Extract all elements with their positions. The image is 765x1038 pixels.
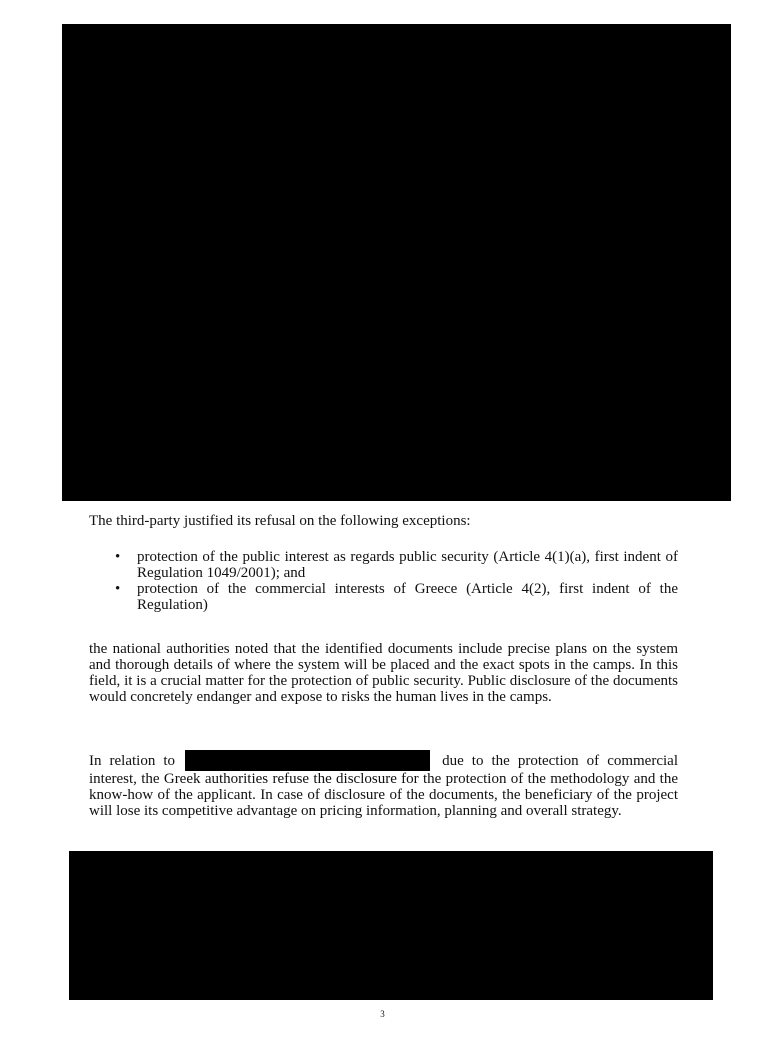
exception-text: protection of the public interest as regards public security (Article 4(1)(a), first indent of Regulation 1049/2001); and bbox=[137, 549, 678, 581]
inline-redaction bbox=[185, 750, 430, 771]
bullet-icon: • bbox=[115, 549, 121, 565]
paragraph-lead-in: In relation to bbox=[89, 753, 176, 769]
paragraph-body: due to the protection of commercial interest, the Greek authorities refuse the disclosure for the protection of the methodology and the know-how of the applicant. In case of disclosure of the documents, the beneficiary of the project will lose its competitive advantage on pricing information, planning and overall strategy. bbox=[89, 753, 678, 819]
list-item bbox=[89, 581, 678, 613]
page-number: 3 bbox=[380, 1009, 385, 1019]
paragraph-commercial-interest bbox=[89, 750, 678, 819]
list-item bbox=[89, 549, 678, 581]
paragraph-public-security: the national authorities noted that the identified documents include precise plans on the system and thorough details of where the system will be placed and the exact spots in the camps. In this field, it is a crucial matter for the protection of public security. Public disclosure of the documents would concretely endanger and expose to risks the human lives in the camps. bbox=[89, 641, 678, 705]
intro-sentence: The third-party justified its refusal on the following exceptions: bbox=[89, 513, 471, 529]
redacted-block-bottom bbox=[69, 851, 713, 1000]
exception-text: protection of the commercial interests of Greece (Article 4(2), first indent of the Regulation) bbox=[137, 581, 678, 613]
redacted-block-top bbox=[62, 24, 731, 501]
bullet-icon: • bbox=[115, 581, 121, 597]
exceptions-list bbox=[89, 549, 678, 613]
